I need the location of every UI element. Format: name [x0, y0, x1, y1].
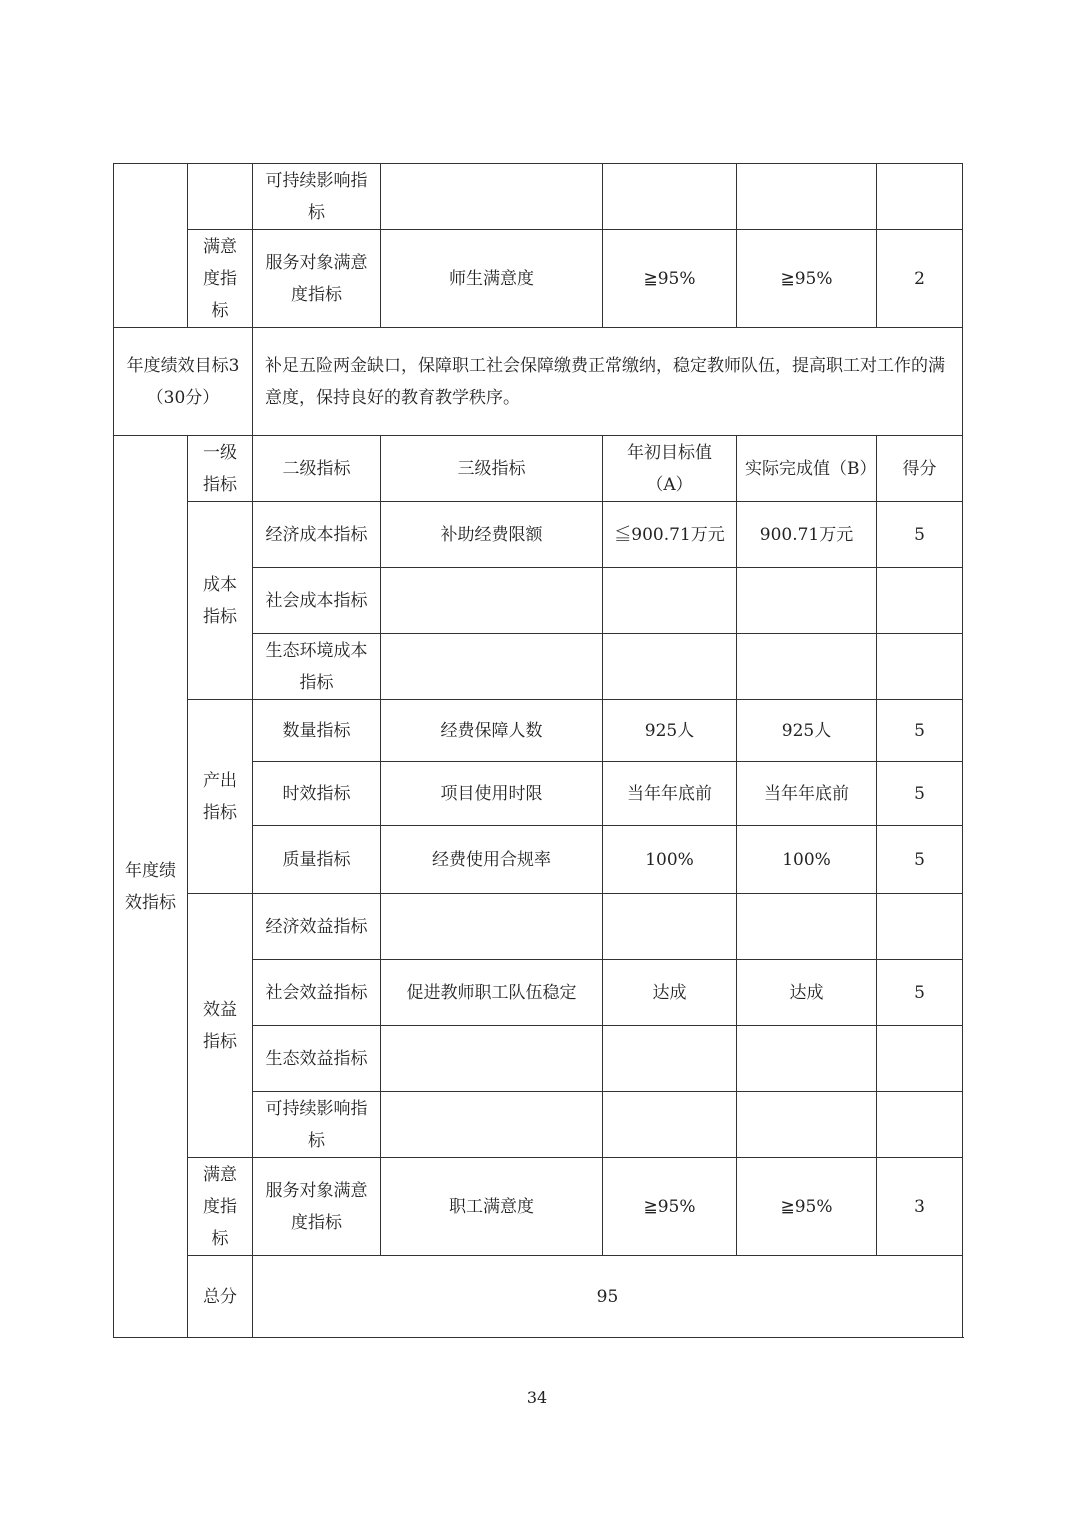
target-cell: ≧95% — [603, 230, 737, 328]
actual-cell: ≧95% — [737, 230, 877, 328]
blank-cell — [188, 164, 253, 230]
actual-cell: 当年年底前 — [737, 762, 877, 826]
target-cell: ≧95% — [603, 1158, 737, 1256]
target-cell: 达成 — [603, 960, 737, 1026]
level2-cell: 可持续影响指标 — [253, 164, 381, 230]
performance-table — [113, 163, 963, 1338]
level2-cell: 可持续影响指标 — [253, 1092, 381, 1158]
level3-cell: 经费使用合规率 — [381, 826, 603, 894]
total-label: 总分 — [188, 1256, 253, 1338]
level3-cell: 补助经费限额 — [381, 502, 603, 568]
score-cell: 5 — [877, 960, 963, 1026]
score-cell: 5 — [877, 502, 963, 568]
score-cell: 2 — [877, 230, 963, 328]
header-level1: 一级指标 — [188, 436, 253, 502]
target-cell: ≦900.71万元 — [603, 502, 737, 568]
score-cell: 5 — [877, 826, 963, 894]
total-value: 95 — [253, 1256, 963, 1338]
level1-cell: 满意度指标 — [188, 1158, 253, 1256]
header-score: 得分 — [877, 436, 963, 502]
level1-cell: 效益指标 — [188, 894, 253, 1158]
target-cell: 925人 — [603, 700, 737, 762]
header-level3: 三级指标 — [381, 436, 603, 502]
level3-cell: 促进教师职工队伍稳定 — [381, 960, 603, 1026]
header-actual: 实际完成值（B） — [737, 436, 877, 502]
goal-text: 补足五险两金缺口，保障职工社会保障缴费正常缴纳，稳定教师队伍，提高职工对工作的满意度，保持良好的教育教学秩序。 — [253, 328, 963, 436]
level3-cell: 经费保障人数 — [381, 700, 603, 762]
target-cell: 当年年底前 — [603, 762, 737, 826]
level2-cell: 生态效益指标 — [253, 1026, 381, 1092]
level3-cell: 职工满意度 — [381, 1158, 603, 1256]
level3-cell: 师生满意度 — [381, 230, 603, 328]
score-cell: 5 — [877, 700, 963, 762]
level1-cell: 成本指标 — [188, 502, 253, 700]
score-cell: 3 — [877, 1158, 963, 1256]
level2-cell: 数量指标 — [253, 700, 381, 762]
level1-cell: 满意度指标 — [188, 230, 253, 328]
level1-cell: 产出指标 — [188, 700, 253, 894]
level2-cell: 时效指标 — [253, 762, 381, 826]
level2-cell: 社会效益指标 — [253, 960, 381, 1026]
score-cell: 5 — [877, 762, 963, 826]
actual-cell: 900.71万元 — [737, 502, 877, 568]
level2-cell: 服务对象满意度指标 — [253, 1158, 381, 1256]
level2-cell: 社会成本指标 — [253, 568, 381, 634]
section-label: 年度绩效指标 — [114, 436, 188, 1338]
target-cell: 100% — [603, 826, 737, 894]
header-target: 年初目标值（A） — [603, 436, 737, 502]
level2-cell: 质量指标 — [253, 826, 381, 894]
header-level2: 二级指标 — [253, 436, 381, 502]
level2-cell: 经济效益指标 — [253, 894, 381, 960]
level3-cell: 项目使用时限 — [381, 762, 603, 826]
actual-cell: 达成 — [737, 960, 877, 1026]
actual-cell: ≧95% — [737, 1158, 877, 1256]
blank-cell — [114, 164, 188, 328]
level2-cell: 服务对象满意度指标 — [253, 230, 381, 328]
goal-label: 年度绩效目标3（30分） — [114, 328, 253, 436]
level2-cell: 经济成本指标 — [253, 502, 381, 568]
level2-cell: 生态环境成本指标 — [253, 634, 381, 700]
actual-cell: 100% — [737, 826, 877, 894]
actual-cell: 925人 — [737, 700, 877, 762]
page-number: 34 — [526, 1388, 548, 1407]
